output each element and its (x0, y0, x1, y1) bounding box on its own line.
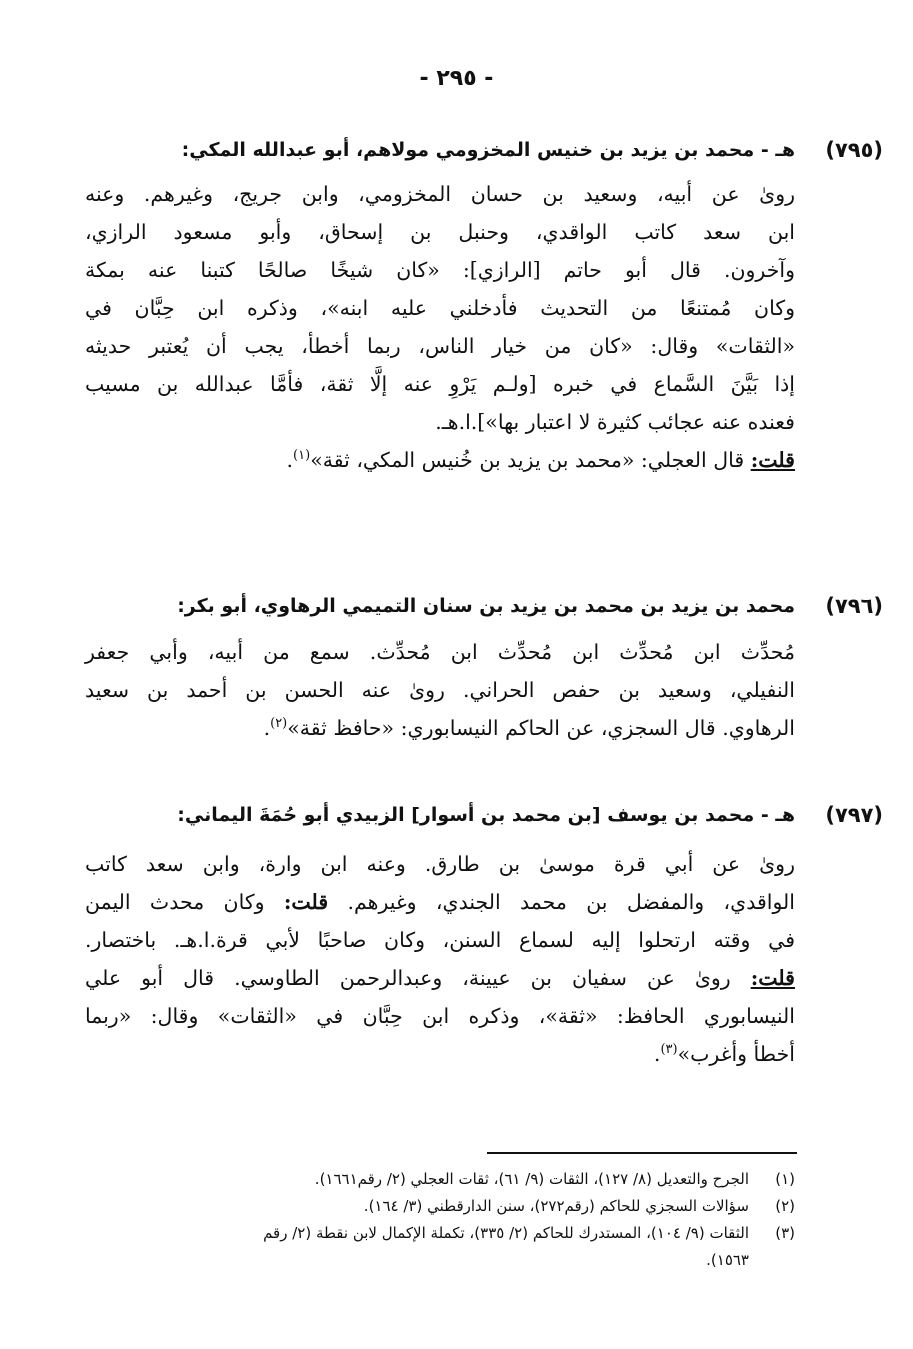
footnote-ref: (٢) (270, 716, 288, 732)
entry-795 (85, 136, 883, 479)
entry-number: (٧٩٥) (825, 138, 883, 162)
footnote-ref: (١) (293, 448, 311, 464)
qult-label: قلت: (750, 448, 795, 472)
footnote-number: (٢) (775, 1197, 795, 1215)
qult-label: قلت: (283, 890, 329, 914)
entry-heading (85, 136, 883, 164)
text-line: إذا بَيَّنَ السَّماع في خبره [ولـم يَرْوِ عنه إلَّا ثقة، فأمَّا عبدالله بن مسيب (85, 372, 795, 396)
footnote-text: سؤالات السجزي للحاكم (رقم٢٧٢)، سنن الدارقطني (٣/ ١٦٤). (363, 1197, 749, 1215)
text-line: النيسابوري الحافظ: «ثقة»، وذكره ابن حِبَّان في «الثقات» وقال: «ربما (85, 1004, 795, 1028)
page-number: - ٢٩٥ - (419, 66, 494, 91)
text-line: ابن سعد كاتب الواقدي، وحنبل بن إسحاق، وأبو مسعود الرازي، (85, 220, 795, 244)
text-line (85, 883, 795, 921)
line-text: أخطأ وأغرب» (677, 1042, 795, 1066)
footnote-ref: (٣) (660, 1042, 678, 1058)
entry-797 (85, 801, 883, 1073)
footnote-divider (487, 1152, 797, 1154)
text-line: فعنده عنه عجائب كثيرة لا اعتبار بها»].ا.هـ. (435, 410, 795, 434)
footnote (85, 1193, 795, 1220)
entry-heading (85, 592, 883, 620)
text-line (85, 1035, 795, 1073)
footnote-number: (٣) (775, 1224, 795, 1242)
footnote-text: الجرح والتعديل (٨/ ١٢٧)، الثقات (٩/ ٦١)، ثقات العجلي (٢/ رقم١٦٦١). (314, 1170, 749, 1188)
qult-line (85, 441, 795, 479)
footnote (85, 1220, 795, 1247)
text-line (85, 709, 795, 747)
entry-796 (85, 592, 883, 747)
text-line: وكان مُمتنعًا من التحديث فأدخلني عليه ابنه»، وذكره ابن حِبَّان في (85, 296, 795, 320)
line-text: الواقدي، والمفضل بن محمد الجندي، وغيرهم. (328, 890, 795, 914)
entry-heading (85, 801, 883, 829)
line-text: وكان محدث اليمن (85, 890, 284, 914)
qult-line (85, 959, 795, 997)
line-end: . (653, 1042, 661, 1066)
entry-title: هـ - محمد بن يوسف [بن محمد بن أسوار] الزبيدي أبو حُمَةَ اليماني: (177, 804, 795, 826)
line-end: . (263, 716, 271, 740)
qult-text: قال العجلي: «محمد بن يزيد بن خُنيس المكي، ثقة» (310, 448, 751, 472)
text-line: في وقته ارتحلوا إليه لسماع السنن، وكان صاحبًا لأبي قرة.ا.هـ. باختصار. (85, 928, 795, 952)
line-text: الرهاوي. قال السجزي، عن الحاكم النيسابوري: «حافظ ثقة» (287, 716, 795, 740)
text-line: النفيلي، وسعيد بن حفص الحراني. روىٰ عنه الحسن بن أحمد بن سعيد (85, 678, 795, 702)
text-line: مُحدِّث ابن مُحدِّث ابن مُحدِّث ابن مُحدِّث. سمع من أبيه، وأبي جعفر (85, 640, 795, 664)
entry-number: (٧٩٧) (825, 803, 883, 827)
text-line: «الثقات» وقال: «كان من خيار الناس، ربما أخطأ، يجب أن يُعتبر حديثه (85, 334, 795, 358)
footnote-text: الثقات (٩/ ١٠٤)، المستدرك للحاكم (٢/ ٣٣٥)، تكملة الإكمال لابن نقطة (٢/ رقم (263, 1224, 749, 1242)
text-line: روىٰ عن أبيه، وسعيد بن حسان المخزومي، وابن جريج، وغيرهم. وعنه (85, 182, 795, 206)
line-text: روىٰ عن سفيان بن عيينة، وعبدالرحمن الطاوسي. قال أبو علي (85, 966, 751, 990)
entry-title: هـ - محمد بن يزيد بن خنيس المخزومي مولاهم، أبو عبدالله المكي: (181, 139, 795, 161)
footnote-number: (١) (775, 1170, 795, 1188)
text-line: روىٰ عن أبي قرة موسىٰ بن طارق. وعنه ابن وارة، وابن سعد كاتب (85, 852, 795, 876)
qult-label: قلت: (750, 966, 795, 990)
footnote (85, 1166, 795, 1193)
footnote-text: ١٥٦٣). (706, 1251, 749, 1269)
text-line: وآخرون. قال أبو حاتم [الرازي]: «كان شيخًا صالحًا كتبنا عنه بمكة (85, 258, 795, 282)
entry-title: محمد بن يزيد بن محمد بن يزيد بن سنان التميمي الرهاوي، أبو بكر: (177, 595, 795, 617)
line-end: . (286, 448, 294, 472)
entry-number: (٧٩٦) (825, 594, 883, 618)
footnotes (85, 1166, 795, 1274)
footnote-continuation (85, 1247, 795, 1274)
